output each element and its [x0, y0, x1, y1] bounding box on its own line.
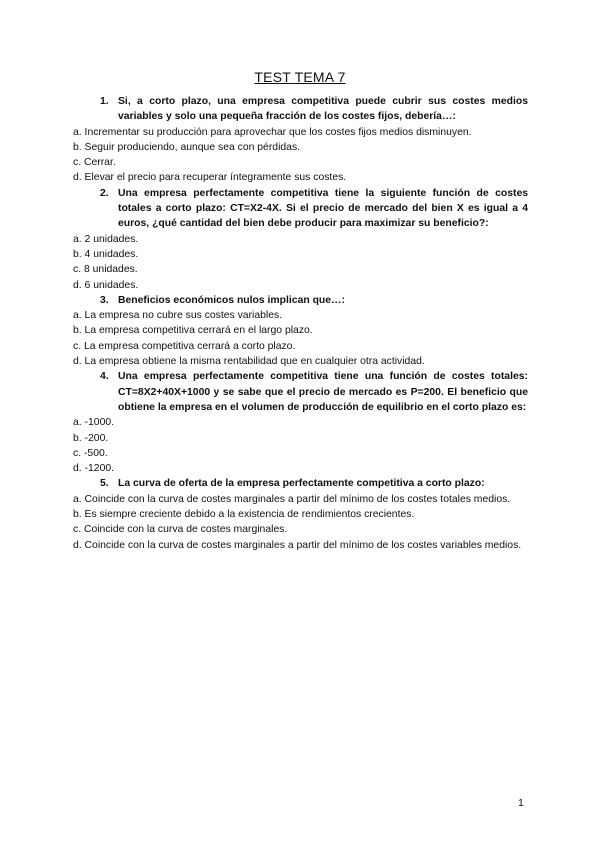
option-3d: d. La empresa obtiene la misma rentabilidad que en cualquier otra actividad.	[73, 356, 425, 368]
option-5c: c. Coincide con la curva de costes marginales.	[73, 524, 288, 536]
option-4c: c. -500.	[73, 447, 108, 459]
option-4a: a. -1000.	[73, 417, 115, 429]
question-number: 2.	[100, 187, 109, 199]
question-2	[73, 186, 528, 232]
option-2d: d. 6 unidades.	[73, 279, 139, 291]
option-4d: d. -1200.	[73, 463, 115, 475]
question-3	[73, 293, 528, 308]
question-text: Una empresa perfectamente competitiva tiene la siguiente función de costes totales a corto plazo: CT=X2-4X. Si el precio de mercado del bien X es igual a 4 euros, ¿qué cantidad del bien debe producir para maximizar su beneficio?:	[118, 187, 528, 230]
question-text: Si, a corto plazo, una empresa competitiva puede cubrir sus costes medios variables y solo una pequeña fracción de los costes fijos, debería…:	[118, 96, 528, 123]
option-1c: c. Cerrar.	[73, 157, 116, 169]
question-5	[73, 476, 528, 491]
option-2b: b. 4 unidades.	[73, 248, 139, 260]
option-2a: a. 2 unidades.	[73, 233, 139, 245]
option-4b: b. -200.	[73, 432, 109, 444]
option-3a: a. La empresa no cubre sus costes variables.	[73, 310, 283, 322]
option-5a: a. Coincide con la curva de costes marginales a partir del mínimo de los costes totales medios.	[73, 493, 511, 505]
option-5d: d. Coincide con la curva de costes marginales a partir del mínimo de los costes variables medios.	[73, 539, 522, 551]
option-1d: d. Elevar el precio para recuperar íntegramente sus costes.	[73, 172, 347, 184]
question-4	[73, 369, 528, 415]
question-1	[73, 94, 528, 125]
page-number: 1	[518, 797, 524, 809]
question-text: Beneficios económicos nulos implican que…:	[118, 294, 345, 306]
option-3c: c. La empresa competitiva cerrará a corto plazo.	[73, 340, 296, 352]
option-1a: a. Incrementar su producción para aprovechar que los costes fijos medios disminuyen.	[73, 126, 472, 138]
question-number: 3.	[100, 294, 109, 306]
page-title: TEST TEMA 7	[254, 69, 346, 85]
option-1b: b. Seguir produciendo, aunque sea con pérdidas.	[73, 141, 301, 153]
option-3b: b. La empresa competitiva cerrará en el largo plazo.	[73, 325, 313, 337]
option-2c: c. 8 unidades.	[73, 264, 138, 276]
question-list	[73, 94, 528, 553]
question-number: 5.	[100, 478, 109, 490]
question-text: La curva de oferta de la empresa perfectamente competitiva a corto plazo:	[118, 478, 485, 490]
question-number: 1.	[100, 96, 109, 107]
option-5b: b. Es siempre creciente debido a la existencia de rendimientos crecientes.	[73, 509, 415, 521]
question-text: Una empresa perfectamente competitiva tiene una función de costes totales: CT=8X2+40X+1000 y se sabe que el precio de mercado es P=200. El beneficio que obtiene la empresa en el volumen de producción de equilibrio en el corto plazo es:	[118, 371, 528, 413]
question-number: 4.	[100, 371, 109, 383]
